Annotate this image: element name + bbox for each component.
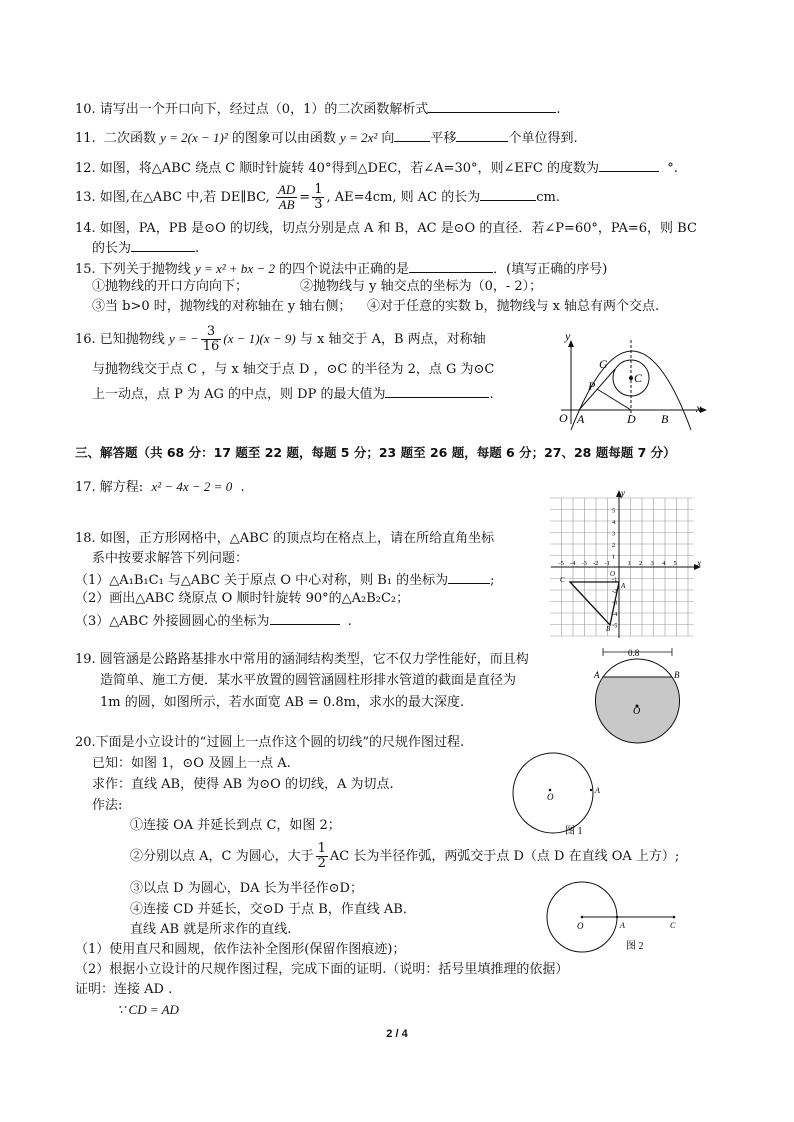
label-c: C — [670, 921, 676, 930]
step-2: ②分别以点 A，C 为圆心，大于 $\frac{1}{2}$ AC 长为半径作弧，两弧交于点 D（点 D 在直线 OA 上方）; — [130, 841, 680, 871]
answer-blank[interactable] — [270, 611, 340, 625]
question-18-part2: （2）画出△ABC 绕原点 O 顺时针旋转 90°的△A₂B₂C₂； — [75, 591, 410, 606]
label-g: G — [599, 357, 608, 371]
label-a: A — [594, 670, 600, 680]
question-12: 12. 如图，将△ABC 绕点 C 顺时针旋转 40°得到△DEC，若∠A=30°，则∠EFC 的度数为 °. — [75, 158, 678, 178]
label-o: O — [610, 570, 616, 578]
y-tick-label: -2 — [612, 588, 618, 595]
option-1: ①抛物线的开口方向向下； — [92, 279, 249, 294]
step-3: ③以点 D 为圆心，DA 长为半径作⊙D； — [130, 881, 363, 896]
answer-blank[interactable] — [394, 128, 430, 142]
question-14-line2: 的长为 . — [92, 238, 199, 258]
label-b: B — [606, 625, 611, 633]
question-19-line3: 1m 的圆，如图所示，若水面宽 AB = 0.8m，求水的最大深度. — [100, 695, 465, 710]
question-10: 10. 请写出一个开口向下，经过点（0，1）的二次函数解析式 . — [75, 99, 561, 119]
label-x: x — [696, 401, 702, 415]
label-c: C — [560, 576, 565, 584]
question-14-line1: 14. 如图，PA，PB 是⊙O 的切线，切点分别是点 A 和 B，AC 是⊙O 的直径．若∠P=60°，PA=6，则 BC — [75, 221, 697, 236]
x-tick-label: 1 — [627, 560, 631, 567]
point-o — [581, 916, 584, 919]
label-d: D — [627, 412, 636, 426]
answer-blank[interactable] — [448, 570, 490, 584]
answer-blank[interactable] — [131, 238, 195, 252]
x-tick-label: -4 — [570, 560, 576, 567]
fraction: $\frac{3}{16}$ — [202, 324, 220, 354]
question-15: 15. 下列关于抛物线 y = x² + bx − 2 的四个说法中正确的是 ．(填写正确的序号) — [75, 261, 608, 277]
label-y: y — [621, 488, 625, 498]
step-5: 直线 AB 就是所求作的直线. — [130, 922, 292, 937]
figure-1 — [505, 748, 615, 848]
question-20-find: 求作：直线 AB，使得 AB 为⊙O 的切线，A 为切点. — [92, 777, 394, 792]
formula: y = 2(x − 1)² — [160, 130, 228, 145]
formula: x² − 4x − 2 = 0 — [151, 479, 233, 494]
label-o: O — [547, 792, 554, 802]
answer-blank[interactable] — [480, 187, 536, 201]
question-18-part1: （1）△A₁B₁C₁ 与△ABC 关于原点 O 中心对称，则 B₁ 的坐标为 ; — [75, 570, 495, 590]
y-tick-label: -4 — [612, 611, 618, 618]
question-17: 17. 解方程: x² − 4x − 2 = 0 . — [75, 479, 245, 495]
formula: y = 2x² — [340, 130, 378, 145]
answer-blank[interactable] — [456, 128, 508, 142]
proof-line-1: ∵ CD = AD — [117, 1002, 179, 1017]
segment-dp — [597, 389, 631, 410]
proof-start: 证明：连接 AD . — [75, 982, 173, 997]
y-tick-label: 2 — [612, 542, 616, 549]
y-tick-label: -1 — [612, 576, 618, 584]
label-o: O — [633, 706, 641, 717]
question-11: 11. 二次函数 y = 2(x − 1)² 的图象可以由函数 y = 2x² 向 平移 个单位得到. — [75, 130, 578, 146]
label-y: y — [565, 332, 571, 343]
label-a: A — [595, 786, 600, 795]
question-20-part1: （1）使用直尺和圆规，依作法补全图形(保留作图痕迹)； — [75, 942, 406, 957]
y-tick-label: 5 — [612, 507, 616, 515]
question-19-line2: 造简单、施工方便．某水平放置的圆管涵圆柱形排水管道的截面是直径为 — [100, 673, 517, 688]
question-13: 13. 如图,在△ABC 中,若 DE∥BC, $\frac{AD}{AB}$ = $\frac{1}{3}$ , AE=4cm, 则 AC 的长为 cm. — [75, 182, 560, 212]
figure-caption: 图 1 — [565, 826, 583, 837]
answer-blank[interactable] — [385, 384, 489, 398]
question-18-line1: 18. 如图，正方形网格中，△ABC 的顶点均在格点上，请在所给直角坐标 — [75, 531, 495, 546]
label-b: B — [674, 670, 680, 680]
option-2: ②抛物线与 y 轴交点的坐标为（0，- 2）； — [300, 279, 543, 294]
option-4: ④对于任意的实数 b，抛物线与 x 轴总有两个交点. — [367, 299, 660, 314]
question-16-line2: 与抛物线交于点 C ，与 x 轴交于点 D ，⊙C 的半径为 2，点 G 为⊙C — [92, 362, 495, 377]
step-1: ①连接 OA 并延长到点 C，如图 2； — [130, 818, 341, 833]
figure-caption: 图 2 — [626, 941, 644, 952]
x-tick-label: -1 — [604, 560, 610, 567]
answer-blank[interactable] — [409, 259, 493, 273]
answer-blank[interactable] — [428, 99, 556, 113]
label-p: P — [588, 379, 596, 393]
formula: y = x² + bx − 2 — [194, 261, 275, 276]
question-20-known: 已知：如图 1，⊙O 及圆上一点 A. — [92, 756, 291, 771]
fraction: $\frac{1}{2}$ — [317, 841, 326, 871]
question-19-line1: 19. 圆管涵是公路路基排水中常用的涵洞结构类型，它不仅力学性能好，而且构 — [75, 652, 529, 667]
fraction: $\frac{AD}{AB}$ — [277, 182, 296, 212]
figure-19 — [588, 644, 688, 746]
y-tick-label: 3 — [612, 530, 616, 538]
pipe-upper-arc — [603, 659, 672, 677]
center-point — [549, 789, 552, 792]
question-20-method: 作法: — [92, 798, 123, 813]
width-label: 0.8 — [628, 648, 640, 658]
question-20-title: 20.下面是小立设计的“过圆上一点作这个圆的切线”的尺规作图过程. — [75, 735, 465, 750]
answer-blank[interactable] — [599, 158, 659, 172]
x-tick-label: -2 — [593, 560, 599, 567]
y-tick-label: -3 — [612, 599, 618, 607]
page-number: 2 / 4 — [386, 1028, 408, 1040]
section-3-heading: 三、解答题（共 68 分：17 题至 22 题，每题 5 分；23 题至 26 题，每题 6 分；27、28 题每题 7 分） — [75, 445, 676, 460]
figure-2 — [540, 873, 700, 963]
x-tick-label: -5 — [558, 560, 564, 567]
center-point — [629, 376, 633, 380]
x-tick-label: 5 — [673, 560, 677, 567]
x-tick-label: -3 — [581, 560, 587, 567]
figure-16 — [553, 332, 713, 432]
label-a: A — [621, 582, 626, 590]
label-c: C — [634, 371, 643, 385]
coordinate-grid — [546, 488, 706, 640]
x-tick-label: 2 — [639, 560, 643, 567]
point-a — [590, 789, 592, 791]
label-b: B — [661, 412, 669, 426]
x-tick-label: 4 — [662, 560, 666, 567]
label-o: O — [559, 411, 568, 425]
label-a: A — [577, 412, 585, 426]
question-20-part2: （2）根据小立设计的尺规作图过程，完成下面的证明.（说明：括号里填推理的依据） — [75, 962, 569, 977]
y-tick-label: -5 — [612, 622, 618, 630]
fraction: $\frac{1}{3}$ — [314, 182, 323, 212]
option-3: ③当 b>0 时，抛物线的对称轴在 y 轴右侧； — [92, 299, 352, 314]
point-c — [673, 916, 676, 919]
x-tick-label: 3 — [650, 560, 654, 567]
label-x: x — [697, 558, 701, 568]
step-4: ④连接 CD 并延长，交⊙D 于点 B，作直线 AB． — [130, 902, 416, 917]
question-18-line2: 系中按要求解答下列问题： — [92, 551, 249, 566]
label-a: A — [620, 921, 625, 930]
question-16-line3: 上一动点，点 P 为 AG 的中点，则 DP 的最大值为 . — [92, 384, 494, 404]
y-tick-label: 1 — [612, 553, 616, 561]
point-a — [616, 916, 619, 919]
y-tick-label: 4 — [612, 519, 616, 526]
label-o: O — [577, 921, 584, 931]
question-16-line1: 16. 已知抛物线 y = − $\frac{3}{16}$ (x − 1)(x − 9) 与 x 轴交于 A，B 两点，对称轴 — [75, 324, 486, 354]
question-18-part3: （3）△ABC 外接圆圆心的坐标为 . — [75, 611, 352, 631]
